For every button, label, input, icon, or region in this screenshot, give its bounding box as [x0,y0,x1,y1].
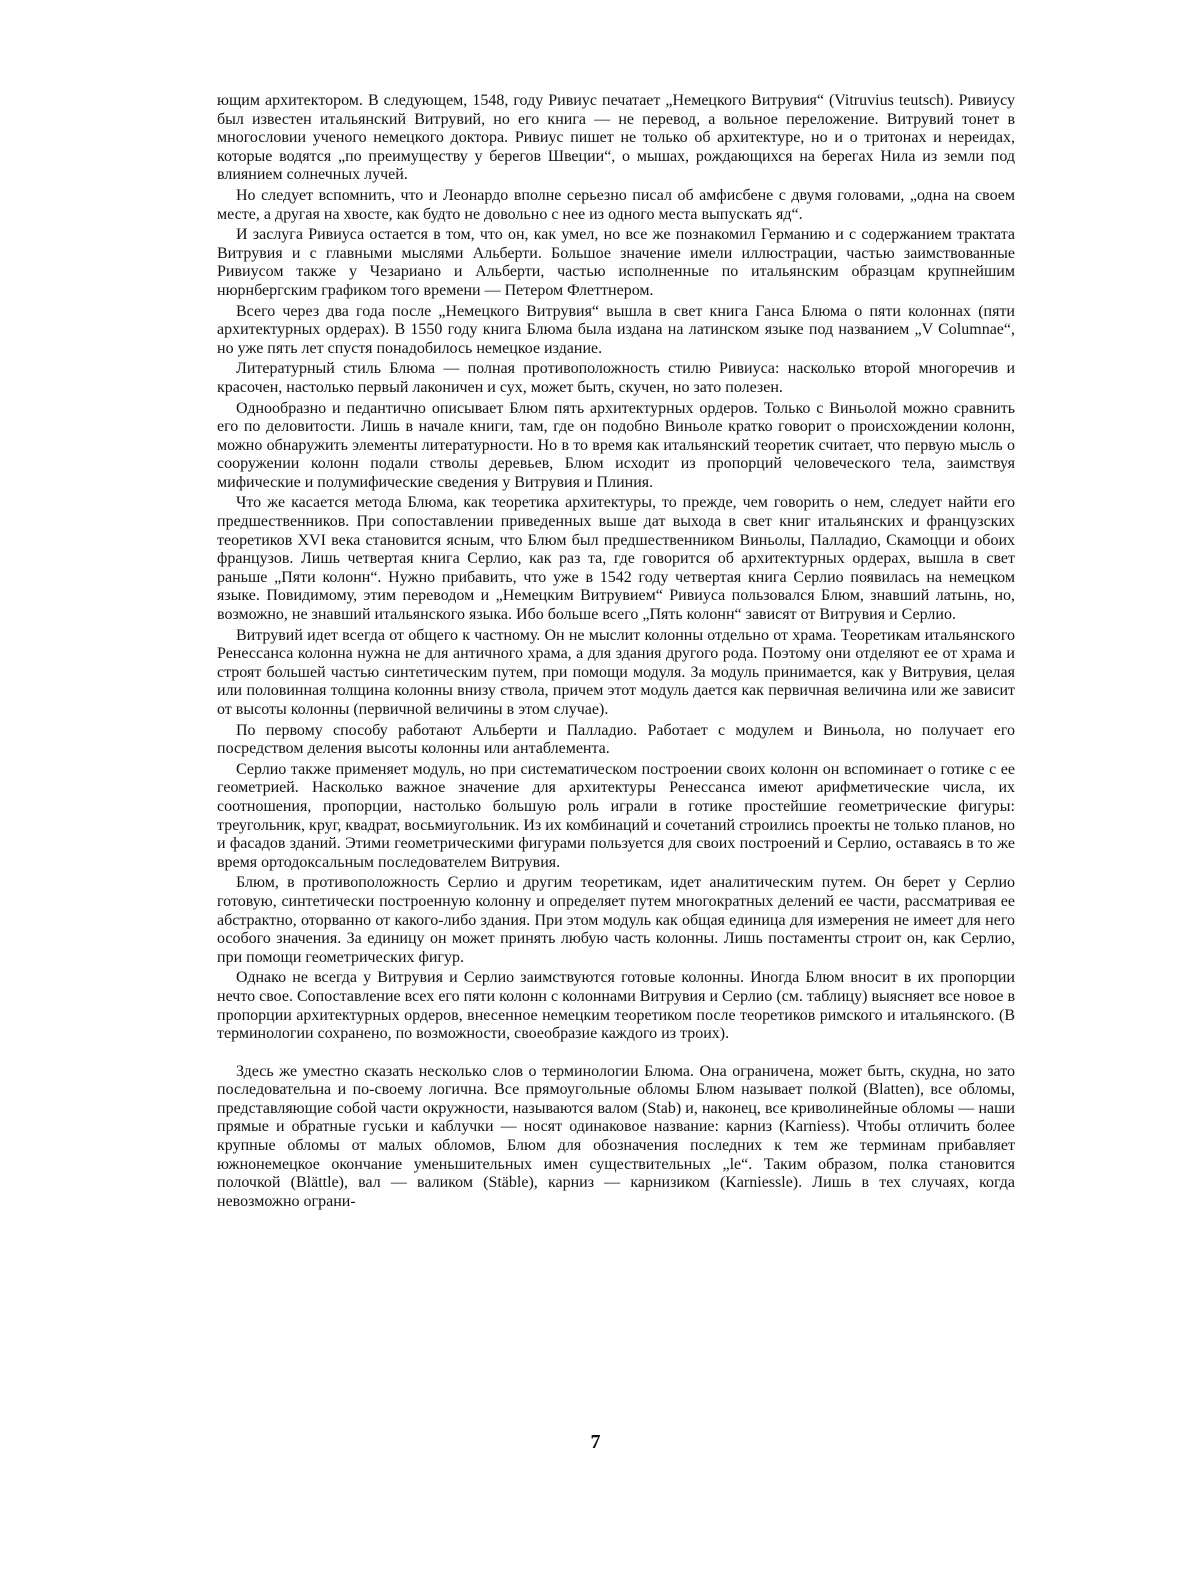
paragraph-9: По первому способу работают Альберти и Палладио. Работает с модулем и Виньола, но получает его посредством деления высоты колонны или антаблемента. [217,721,1015,758]
paragraph-7: Что же касается метода Блюма, как теоретика архитектуры, то прежде, чем говорить о нем, следует найти его предшественников. При сопоставлении приведенных выше дат выхода в свет книг итальянских и французских теоретиков XVI века становится ясным, что Блюм был предшественником Виньолы, Палладио, Скамоцци и обоих французов. Лишь четвертая книга Серлио, как раз та, где говорится об архитектурных ордерах, вышла в свет раньше „Пяти колонн“. Нужно прибавить, что уже в 1542 году четвертая книга Серлио появилась на немецком языке. Повидимому, этим переводом и „Немецким Витрувием“ Ривиуса пользовался Блюм, знавший латынь, но, возможно, не знавший итальянского языка. Ибо больше всего „Пять колонн“ зависят от Витрувия и Серлио. [217,494,1015,624]
paragraph-6: Однообразно и педантично описывает Блюм пять архитектурных ордеров. Только с Виньолой можно сравнить его по деловитости. Лишь в начале книги, там, где он подобно Виньоле кратко говорит о происхождении колонн, можно обнаружить элементы литературности. Но в то время как итальянский теоретик считает, что первую мысль о сооружении колонн подали стволы деревьев, Блюм исходит из пропорций человеческого тела, заимствуя мифические и полумифические сведения у Витрувия и Плиния. [217,399,1015,491]
page-text-column [217,92,1015,1213]
paragraph-1: ющим архитектором. В следующем, 1548, году Ривиус печатает „Немецкого Витрувия“ (Vitruvius teutsch). Ривиусу был известен итальянский Витрувий, но его книга — не перевод, а вольное переложение. Витрувий тонет в многословии ученого немецкого доктора. Ривиус пишет не только об архитектуре, но и о тритонах и нереидах, которые водятся „по преимуществу у берегов Швеции“, о мышах, рождающихся на берегах Нила из земли под влиянием солнечных лучей. [217,92,1015,184]
paragraph-10: Серлио также применяет модуль, но при систематическом построении своих колонн он вспоминает о готике с ее геометрией. Насколько важное значение для архитектуры Ренессанса имеют арифметические числа, их соотношения, пропорции, настолько большую роль играли в готике простейшие геометрические фигуры: треугольник, круг, квадрат, восьмиугольник. Из их комбинаций и сочетаний строились проекты не только планов, но и фасадов зданий. Этими геометрическими фигурами пользуется для своих построений и Серлио, оставаясь в то же время ортодоксальным последователем Витрувия. [217,760,1015,871]
paragraph-11: Блюм, в противоположность Серлио и другим теоретикам, идет аналитическим путем. Он берет у Серлио готовую, синтетически построенную колонну и определяет путем многократных делений ее части, рассматривая ее абстрактно, оторванно от какого-либо здания. При этом модуль как общая единица для измерения не имеет для него особого значения. За единицу он может принять любую часть колонны. Лишь постаменты строит он, как Серлио, при помощи геометрических фигур. [217,874,1015,966]
paragraph-4: Всего через два года после „Немецкого Витрувия“ вышла в свет книга Ганса Блюма о пяти колоннах (пяти архитектурных ордерах). В 1550 году книга Блюма была издана на латинском языке под названием „V Columnae“, но уже пять лет спустя понадобилось немецкое издание. [217,302,1015,357]
paragraph-13: Здесь же уместно сказать несколько слов о терминологии Блюма. Она ограничена, может быть, скудна, но зато последовательна и по-своему логична. Все прямоугольные обломы Блюм называет полкой (Blatten), все обломы, представляющие собой части окружности, называются валом (Stab) и, наконец, все криволинейные обломы — наши прямые и обратные гуськи и каблучки — носят одинаковое название: карниз (Karniess). Чтобы отличить более крупные обломы от малых обломов, Блюм для обозначения последних к тем же терминам прибавляет южнонемецкое окончание уменьшительных имен существительных „le“. Таким образом, полка становится полочкой (Blättle), вал — валиком (Stäble), карниз — карнизиком (Karniessle). Лишь в тех случаях, когда невозможно ограни- [217,1062,1015,1210]
paragraph-5: Литературный стиль Блюма — полная противоположность стилю Ривиуса: насколько второй многоречив и красочен, настолько первый лаконичен и сух, может быть, скучен, но зато полезен. [217,360,1015,396]
page-number: 7 [590,1431,601,1453]
paragraph-8: Витрувий идет всегда от общего к частному. Он не мыслит колонны отдельно от храма. Теоретикам итальянского Ренессанса колонна нужна не для античного храма, а для здания другого рода. Поэтому они отделяют ее от храма и строят большей частью синтетическим путем, при помощи модуля. За модуль принимается, как у Витрувия, целая или половинная толщина колонны внизу ствола, причем этот модуль дается как первичная величина или же зависит от высоты колонны (первичной величины в этом случае). [217,626,1015,718]
paragraph-2: Но следует вспомнить, что и Леонардо вполне серьезно писал об амфисбене с двумя головами, „одна на своем месте, а другая на хвосте, как будто не довольно с нее из одного места выпускать яд“. [217,186,1015,223]
paragraph-3: И заслуга Ривиуса остается в том, что он, как умел, но все же познакомил Германию и с содержанием трактата Витрувия и с главными мыслями Альберти. Большое значение имели иллюстрации, частью заимствованные Ривиусом также у Чезариано и Альберти, частью исполненные по итальянским образцам крупнейшим нюрнбергским графиком того времени — Петером Флеттнером. [217,226,1015,299]
paragraph-12: Однако не всегда у Витрувия и Серлио заимствуются готовые колонны. Иногда Блюм вносит в их пропорции нечто свое. Сопоставление всех его пяти колонн с колоннами Витрувия и Серлио (см. таблицу) выясняет все новое в пропорции архитектурных ордеров, внесенное немецким теоретиком после теоретиков римского и итальянского. (В терминологии сохранено, по возможности, своеобразие каждого из троих). [217,969,1015,1043]
